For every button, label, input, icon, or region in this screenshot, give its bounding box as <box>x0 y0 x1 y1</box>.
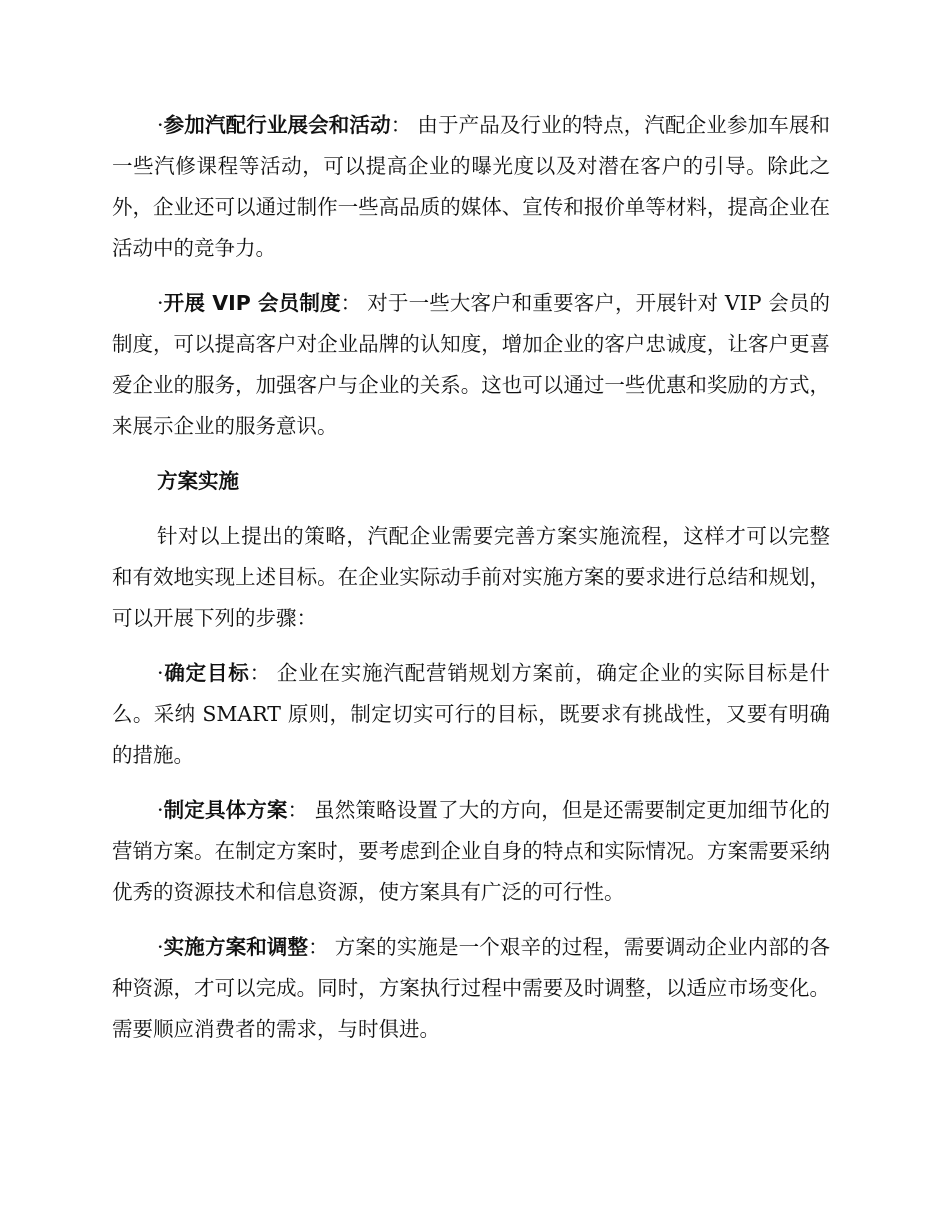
bullet-point: · <box>157 113 164 137</box>
step-body-text: 方案的实施是一个艰辛的过程，需要调动企业内部的各种资源，才可以完成。同时，方案执行过程中需要及时调整，以适应市场变化。需要顺应消费者的需求，与时俱进。 <box>112 935 831 1041</box>
step-body-text: 虽然策略设置了大的方向，但是还需要制定更加细节化的营销方案。在制定方案时，要考虑到企业自身的特点和实际情况。方案需要采纳优秀的资源技术和信息资源，使方案具有广泛的可行性。 <box>112 798 831 904</box>
step-make-plan <box>112 790 830 913</box>
paragraph-lead-term: 参加汽配行业展会和活动 <box>163 113 391 137</box>
step-set-goals <box>112 653 830 776</box>
step-lead-term: 实施方案和调整 <box>163 935 309 959</box>
bullet-point: · <box>157 935 164 959</box>
paragraph-body-text: 对于一些大客户和重要客户，开展针对 VIP 会员的制度，可以提高客户对企业品牌的认知度，增加企业的客户忠诚度，让客户更喜爱企业的服务，加强客户与企业的关系。这也可以通过一些优惠和奖励的方式，来展示企业的服务意识。 <box>112 291 831 438</box>
step-lead-term: 制定具体方案 <box>163 798 288 822</box>
paragraph-vip-membership <box>112 283 830 447</box>
step-lead-term: 确定目标 <box>163 661 250 685</box>
paragraph-body-text: 由于产品及行业的特点，汽配企业参加车展和一些汽修课程等活动，可以提高企业的曝光度以及对潜在客户的引导。除此之外，企业还可以通过制作一些高品质的媒体、宣传和报价单等材料，提高企业在活动中的竞争力。 <box>112 113 831 260</box>
colon-separator: ： <box>308 935 329 959</box>
step-implement-adjust <box>112 927 830 1050</box>
colon-separator: ： <box>390 113 412 137</box>
bullet-point: · <box>157 291 164 315</box>
document-page <box>112 105 830 1064</box>
colon-separator: ： <box>249 661 271 685</box>
bullet-point: · <box>157 798 164 822</box>
intro-paragraph: 针对以上提出的策略，汽配企业需要完善方案实施流程，这样才可以完整和有效地实现上述目标。在企业实际动手前对实施方案的要求进行总结和规划，可以开展下列的步骤： <box>112 524 830 630</box>
step-body-text: 企业在实施汽配营销规划方案前，确定企业的实际目标是什么。采纳 SMART 原则，制定切实可行的目标，既要求有挑战性，又要有明确的措施。 <box>112 661 831 767</box>
paragraph-expo-activities <box>112 105 830 269</box>
colon-separator: ： <box>340 291 362 315</box>
bullet-point: · <box>157 661 164 685</box>
paragraph-lead-term: 开展 VIP 会员制度 <box>163 291 341 315</box>
section-heading: 方案实施 <box>157 469 239 493</box>
colon-separator: ： <box>287 798 309 822</box>
